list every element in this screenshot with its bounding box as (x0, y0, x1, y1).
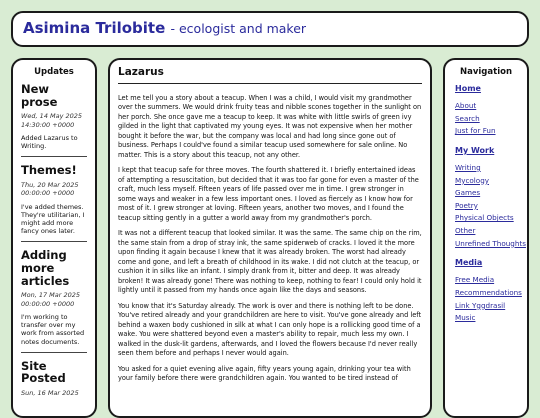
update-item (21, 360, 87, 398)
nav-link-search[interactable]: Search (455, 113, 480, 123)
update-divider (21, 156, 87, 157)
update-body: Added Lazarus to Writing. (21, 134, 78, 151)
page-title: Lazarus (118, 66, 422, 84)
site-tagline: - ecologist and maker (170, 21, 307, 36)
updates-panel (11, 58, 97, 418)
story-paragraph: You know that it's Saturday already. The work is over and there is nothing left to be done. You've retired already and your grandchildren are here to visit. You've gone already and left behind a waxen body cushioned in silk at what I can only hope is a rollicking good time of a wake. You were shattered beyond even a master's ability to repair, much less my own. I walked in the dusk-lit gardens, afterwards, and I loved the flowers because I'd never really seen them before and perhaps I never would again. (118, 301, 422, 358)
nav-link-games[interactable]: Games (455, 188, 481, 198)
update-item (21, 249, 87, 345)
update-date: Sun, 16 Mar 2025 (21, 389, 79, 397)
nav-link-other[interactable]: Other (455, 226, 476, 236)
story-paragraph: Let me tell you a story about a teacup. When I was a child, I would visit my grandmother over the summers. We would drink fruity teas and nibble scones together in the sunlight on her porch. She once gave me a teacup to keep. It was white with little swirls of green ivy gilded in the light that captivated my young eyes. It was not expensive when her mother bought it before the war, but the company was local and had long since gone out of business. Perhaps I could've found a similar teacup used somewhere for sale online. No matter. This is a story about this teacup, not any other. (118, 94, 422, 159)
nav-link-poetry[interactable]: Poetry (455, 200, 478, 210)
nav-link-recommendations[interactable]: Recommendations (455, 288, 522, 298)
nav-link-physical-objects[interactable]: Physical Objects (455, 213, 514, 223)
nav-link-link-yggdrasil[interactable]: Link Yggdrasil (455, 300, 506, 310)
update-divider (21, 352, 87, 353)
navigation-heading: Navigation (460, 67, 512, 77)
nav-link-about[interactable]: About (455, 101, 477, 110)
update-date: Thu, 20 Mar 2025 00:00:00 +0000 (21, 181, 79, 198)
site-name: Asimina Trilobite (23, 19, 166, 37)
update-divider (21, 241, 87, 242)
nav-section-my-work[interactable]: My Work (455, 145, 495, 155)
site-title[interactable] (23, 19, 306, 37)
update-title: Site Posted (21, 358, 66, 386)
navigation-panel (443, 58, 529, 418)
nav-link-mycology[interactable]: Mycology (455, 175, 490, 185)
nav-link-unrefined-thoughts[interactable]: Unrefined Thoughts (455, 238, 526, 248)
update-item (21, 164, 87, 235)
nav-link-free-media[interactable]: Free Media (455, 275, 495, 285)
main-content[interactable] (108, 58, 432, 418)
update-date: Mon, 17 Mar 2025 00:00:00 +0000 (21, 291, 81, 308)
nav-section-media[interactable]: Media (455, 258, 483, 268)
nav-link-just-for-fun[interactable]: Just for Fun (455, 126, 496, 136)
site-header (11, 11, 529, 47)
nav-link-music[interactable]: Music (455, 313, 476, 323)
update-body: I'm working to transfer over my work from assorted notes documents. (21, 313, 85, 346)
update-title: New prose (21, 82, 58, 109)
update-title: Themes! (21, 163, 77, 178)
update-body: I've added themes. They're utilitarian, I might add more fancy ones later. (21, 202, 85, 236)
update-item (21, 83, 87, 150)
update-date: Wed, 14 May 2025 14:30:00 +0000 (21, 112, 83, 129)
updates-heading: Updates (34, 67, 74, 77)
update-title: Adding more articles (21, 248, 70, 288)
story-paragraph: You asked for a quiet evening alive again, fifty years young again, drinking your tea with your family before there were grandchildren again. You wanted to be tired instead of (118, 364, 411, 383)
story-paragraph: It was not a different teacup that looked similar. It was the same. The same chip on the rim, the same stain from a drop of stray ink, the same spiderweb of cracks. I loved it the more upon finding it again because I knew that it was already broken. The worst had already come and gone, and left a breath of childhood in its wake. I did not clutch at the teacup, or cushion it in silks like an infant. I simply drank from it, bitter and deep. It was already broken! It was already gone! There was nothing to keep, nothing to fear! I could only hold it lightly until it passed from my hands once again like the days and seasons. (118, 229, 422, 295)
nav-link-writing[interactable]: Writing (455, 162, 481, 172)
story-paragraph: I kept that teacup safe for three moves. The fourth shattered it. I briefly entertained ideas of attempting a resuscitation, but decided that it was too far gone for even a master of the craft, much less myself. Fifteen years of life passed over me in time. I grew stronger in some ways and weaker in a few less important ones. I loved as fiercely as I know how for most of it. I grew stronger at loving. Fifteen years, another two moves, and I found the teacup sitting gently in a gutter a world away from my grandmother's porch. (118, 166, 419, 222)
nav-section-home[interactable]: Home (455, 84, 481, 93)
